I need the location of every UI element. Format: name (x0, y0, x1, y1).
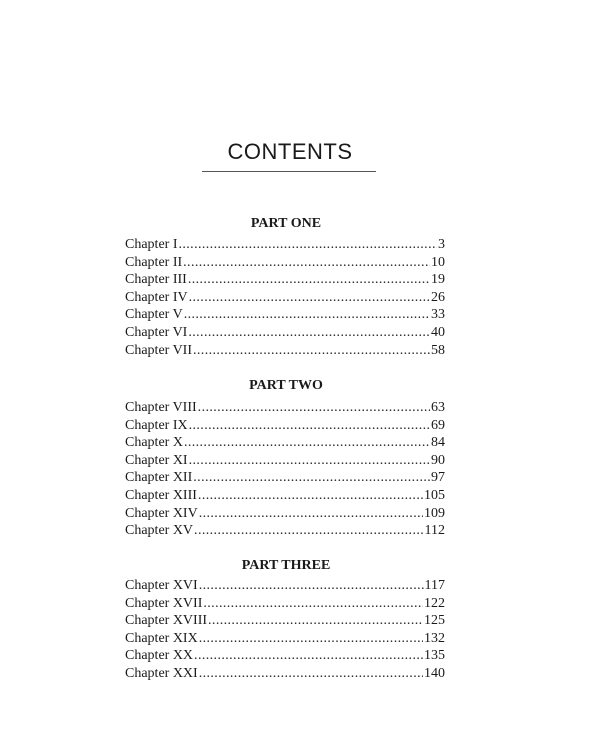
chapter-label: Chapter XIV (125, 505, 198, 521)
chapter-label: Chapter I (125, 237, 178, 252)
dot-leader (184, 434, 430, 452)
page-number: 69 (431, 417, 445, 433)
part-two-heading: PART TWO (249, 378, 323, 393)
dot-leader (178, 236, 437, 254)
dot-leader (203, 595, 423, 613)
toc-entry-chapter-xiv[interactable] (125, 505, 445, 523)
chapter-label: Chapter XVIII (125, 613, 208, 629)
chapter-label: Chapter XIX (125, 630, 198, 646)
part-two-chapter-list (125, 399, 445, 540)
toc-entry-chapter-xviii[interactable] (125, 612, 445, 630)
part-one-chapter-list (125, 236, 445, 359)
page-number: 26 (431, 289, 445, 305)
dot-leader (193, 342, 430, 360)
chapter-label: Chapter XI (125, 452, 188, 468)
dot-leader (198, 399, 430, 417)
dot-leader (199, 505, 423, 523)
toc-entry-chapter-xx[interactable] (125, 647, 445, 665)
dot-leader (194, 522, 423, 540)
toc-entry-chapter-i[interactable] (125, 236, 445, 254)
dot-leader (189, 417, 430, 435)
toc-entry-chapter-ii[interactable] (125, 254, 445, 272)
toc-entry-chapter-x[interactable] (125, 434, 445, 452)
toc-entry-chapter-viii[interactable] (125, 399, 445, 417)
dot-leader (188, 324, 430, 342)
dot-leader (199, 630, 423, 648)
page-number: 58 (431, 342, 445, 358)
page-number: 125 (424, 613, 445, 629)
page-number: 33 (431, 307, 445, 323)
dot-leader (193, 469, 430, 487)
chapter-label: Chapter XVI (125, 578, 198, 593)
page-number: 135 (424, 648, 445, 664)
page-number: 109 (424, 505, 445, 521)
chapter-label: Chapter VIII (125, 400, 197, 415)
toc-entry-chapter-xvii[interactable] (125, 595, 445, 613)
chapter-label: Chapter XV (125, 523, 194, 539)
chapter-label: Chapter V (125, 307, 183, 323)
chapter-label: Chapter XVII (125, 595, 203, 611)
toc-entry-chapter-vii[interactable] (125, 342, 445, 360)
dot-leader (184, 306, 430, 324)
page-number: 40 (431, 324, 445, 340)
page-number: 112 (424, 523, 445, 539)
part-one-heading: PART ONE (250, 216, 322, 231)
page-number: 122 (424, 595, 445, 611)
chapter-label: Chapter III (125, 272, 187, 288)
dot-leader (188, 271, 430, 289)
toc-entry-chapter-iv[interactable] (125, 289, 445, 307)
part-three-heading: PART THREE (241, 558, 331, 573)
page-number: 105 (424, 487, 445, 503)
toc-entry-chapter-xvi[interactable] (125, 577, 445, 595)
chapter-label: Chapter II (125, 254, 183, 270)
page-number: 132 (424, 630, 445, 646)
toc-entry-chapter-xiii[interactable] (125, 487, 445, 505)
dot-leader (198, 487, 423, 505)
page-number: 63 (431, 400, 445, 415)
page-number: 117 (424, 578, 445, 593)
toc-entry-chapter-xv[interactable] (125, 522, 445, 540)
chapter-label: Chapter VI (125, 324, 188, 340)
page-number: 3 (438, 237, 445, 252)
page-number: 10 (431, 254, 445, 270)
dot-leader (189, 289, 430, 307)
toc-entry-chapter-vi[interactable] (125, 324, 445, 342)
chapter-label: Chapter XX (125, 648, 194, 664)
title-underline (202, 171, 376, 172)
page-number: 97 (431, 470, 445, 486)
dot-leader (199, 577, 424, 595)
chapter-label: Chapter IX (125, 417, 188, 433)
chapter-label: Chapter IV (125, 289, 188, 305)
chapter-label: Chapter XXI (125, 665, 198, 681)
toc-entry-chapter-ix[interactable] (125, 417, 445, 435)
toc-entry-chapter-iii[interactable] (125, 271, 445, 289)
dot-leader (183, 254, 430, 272)
part-three-chapter-list (125, 577, 445, 683)
toc-entry-chapter-xxi[interactable] (125, 665, 445, 683)
chapter-label: Chapter X (125, 435, 183, 451)
dot-leader (194, 647, 423, 665)
page-number: 90 (431, 452, 445, 468)
page-number: 84 (431, 435, 445, 451)
dot-leader (189, 452, 430, 470)
chapter-label: Chapter XIII (125, 487, 197, 503)
toc-entry-chapter-xii[interactable] (125, 469, 445, 487)
toc-entry-chapter-v[interactable] (125, 306, 445, 324)
dot-leader (199, 665, 423, 683)
toc-entry-chapter-xix[interactable] (125, 630, 445, 648)
chapter-label: Chapter XII (125, 470, 193, 486)
toc-entry-chapter-xi[interactable] (125, 452, 445, 470)
page-title: CONTENTS (227, 139, 353, 164)
dot-leader (208, 612, 423, 630)
chapter-label: Chapter VII (125, 342, 192, 358)
page-number: 19 (431, 272, 445, 288)
page-number: 140 (424, 665, 445, 681)
